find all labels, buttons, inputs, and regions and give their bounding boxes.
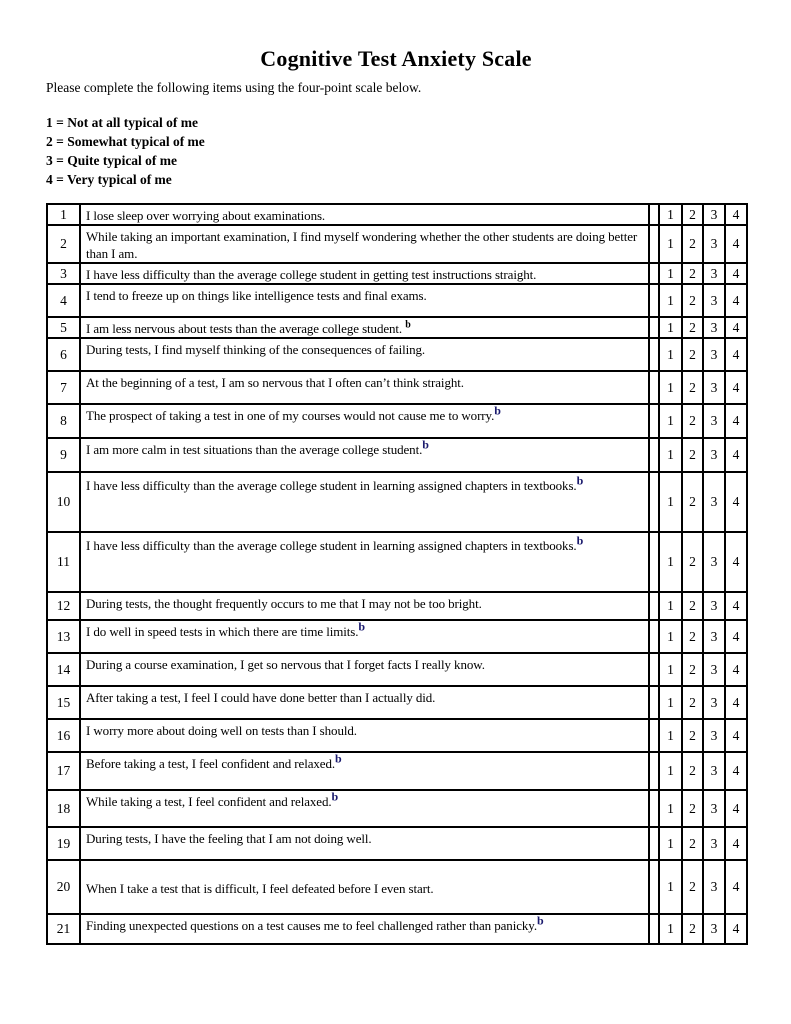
spacer-cell bbox=[649, 719, 659, 752]
rating-option-2[interactable]: 2 bbox=[682, 653, 703, 686]
rating-option-1[interactable]: 1 bbox=[659, 472, 682, 532]
rating-option-3[interactable]: 3 bbox=[703, 338, 725, 371]
item-statement-text: Finding unexpected questions on a test causes me to feel challenged rather than panicky. bbox=[86, 918, 537, 933]
rating-option-3[interactable]: 3 bbox=[703, 225, 725, 263]
rating-option-4[interactable]: 4 bbox=[725, 532, 747, 592]
rating-option-4[interactable]: 4 bbox=[725, 284, 747, 317]
item-number: 17 bbox=[47, 752, 80, 790]
item-statement bbox=[80, 827, 649, 860]
item-number: 6 bbox=[47, 338, 80, 371]
spacer-cell bbox=[649, 263, 659, 284]
item-statement-text: I lose sleep over worrying about examinations. bbox=[86, 208, 326, 223]
item-statement-text: While taking an important examination, I find myself wondering whether the other students are doing better than I am. bbox=[86, 229, 638, 261]
rating-option-3[interactable]: 3 bbox=[703, 620, 725, 653]
item-number: 10 bbox=[47, 472, 80, 532]
rating-option-3[interactable]: 3 bbox=[703, 914, 725, 944]
spacer-cell bbox=[649, 790, 659, 827]
rating-option-3[interactable]: 3 bbox=[703, 472, 725, 532]
item-number: 8 bbox=[47, 404, 80, 438]
item-number: 12 bbox=[47, 592, 80, 620]
spacer-cell bbox=[649, 620, 659, 653]
spacer-cell bbox=[649, 225, 659, 263]
rating-option-3[interactable]: 3 bbox=[703, 371, 725, 404]
item-row bbox=[47, 719, 747, 752]
rating-option-4[interactable]: 4 bbox=[725, 263, 747, 284]
item-statement bbox=[80, 592, 649, 620]
rating-option-2[interactable]: 2 bbox=[682, 827, 703, 860]
rating-option-3[interactable]: 3 bbox=[703, 719, 725, 752]
item-number: 9 bbox=[47, 438, 80, 472]
spacer-cell bbox=[649, 284, 659, 317]
rating-option-3[interactable]: 3 bbox=[703, 592, 725, 620]
rating-option-4[interactable]: 4 bbox=[725, 752, 747, 790]
spacer-cell bbox=[649, 338, 659, 371]
item-statement-text: I have less difficulty than the average college student in learning assigned chapters in textbooks. bbox=[86, 538, 577, 553]
rating-option-3[interactable]: 3 bbox=[703, 284, 725, 317]
item-row bbox=[47, 860, 747, 914]
item-statement-text: After taking a test, I feel I could have done better than I actually did. bbox=[86, 690, 436, 705]
item-number: 16 bbox=[47, 719, 80, 752]
rating-option-1[interactable]: 1 bbox=[659, 686, 682, 719]
item-statement-text: At the beginning of a test, I am so nervous that I often can’t think straight. bbox=[86, 375, 464, 390]
rating-option-1[interactable]: 1 bbox=[659, 404, 682, 438]
item-statement bbox=[80, 860, 649, 914]
item-statement bbox=[80, 752, 649, 790]
rating-option-4[interactable]: 4 bbox=[725, 686, 747, 719]
item-row bbox=[47, 225, 747, 263]
item-row bbox=[47, 752, 747, 790]
rating-option-1[interactable]: 1 bbox=[659, 827, 682, 860]
item-number: 21 bbox=[47, 914, 80, 944]
rating-option-1[interactable]: 1 bbox=[659, 719, 682, 752]
rating-option-2[interactable]: 2 bbox=[682, 338, 703, 371]
item-row bbox=[47, 317, 747, 338]
item-statement bbox=[80, 686, 649, 719]
item-number: 15 bbox=[47, 686, 80, 719]
item-statement bbox=[80, 790, 649, 827]
footnote-b-marker: b bbox=[358, 620, 365, 634]
item-statement bbox=[80, 404, 649, 438]
rating-option-2[interactable]: 2 bbox=[682, 790, 703, 827]
footnote-b-marker: b bbox=[576, 473, 584, 488]
item-statement-text: I am more calm in test situations than the average college student. bbox=[86, 442, 423, 457]
rating-option-1[interactable]: 1 bbox=[659, 620, 682, 653]
rating-option-2[interactable]: 2 bbox=[682, 284, 703, 317]
rating-option-2[interactable]: 2 bbox=[682, 404, 703, 438]
rating-option-2[interactable]: 2 bbox=[682, 472, 703, 532]
footnote-b-marker: b bbox=[494, 404, 501, 418]
scale-option-3: 3 = Quite typical of me bbox=[46, 153, 178, 168]
item-row bbox=[47, 338, 747, 371]
rating-option-1[interactable]: 1 bbox=[659, 204, 682, 225]
footnote-b-marker: b bbox=[537, 914, 544, 928]
rating-option-1[interactable]: 1 bbox=[659, 532, 682, 592]
rating-option-2[interactable]: 2 bbox=[682, 532, 703, 592]
rating-option-1[interactable]: 1 bbox=[659, 371, 682, 404]
item-statement bbox=[80, 472, 649, 532]
spacer-cell bbox=[649, 752, 659, 790]
spacer-cell bbox=[649, 827, 659, 860]
item-statement-text: I have less difficulty than the average college student in learning assigned chapters in textbooks. bbox=[86, 478, 577, 493]
item-statement bbox=[80, 653, 649, 686]
rating-option-3[interactable]: 3 bbox=[703, 204, 725, 225]
rating-option-4[interactable]: 4 bbox=[725, 438, 747, 472]
item-statement-text: I have less difficulty than the average college student in getting test instructions straight. bbox=[86, 267, 537, 282]
item-statement bbox=[80, 914, 649, 944]
rating-option-4[interactable]: 4 bbox=[725, 204, 747, 225]
item-statement-text: When I take a test that is difficult, I feel defeated before I even start. bbox=[86, 880, 434, 896]
item-row bbox=[47, 653, 747, 686]
rating-option-1[interactable]: 1 bbox=[659, 338, 682, 371]
rating-option-4[interactable]: 4 bbox=[725, 827, 747, 860]
rating-option-3[interactable]: 3 bbox=[703, 404, 725, 438]
spacer-cell bbox=[649, 204, 659, 225]
spacer-cell bbox=[649, 532, 659, 592]
rating-option-1[interactable]: 1 bbox=[659, 860, 682, 914]
rating-option-4[interactable]: 4 bbox=[725, 860, 747, 914]
item-row bbox=[47, 438, 747, 472]
item-statement bbox=[80, 204, 649, 225]
rating-option-1[interactable]: 1 bbox=[659, 592, 682, 620]
rating-option-4[interactable]: 4 bbox=[725, 719, 747, 752]
rating-option-2[interactable]: 2 bbox=[682, 620, 703, 653]
item-statement-text: During tests, I find myself thinking of the consequences of failing. bbox=[86, 342, 426, 357]
spacer-cell bbox=[649, 860, 659, 914]
rating-option-2[interactable]: 2 bbox=[682, 719, 703, 752]
rating-option-4[interactable]: 4 bbox=[725, 790, 747, 827]
rating-option-2[interactable]: 2 bbox=[682, 686, 703, 719]
rating-option-1[interactable]: 1 bbox=[659, 284, 682, 317]
item-number: 18 bbox=[47, 790, 80, 827]
item-statement-text: During a course examination, I get so nervous that I forget facts I really know. bbox=[86, 657, 485, 672]
item-row bbox=[47, 827, 747, 860]
items-table-body bbox=[47, 204, 747, 944]
spacer-cell bbox=[649, 592, 659, 620]
rating-option-2[interactable]: 2 bbox=[682, 204, 703, 225]
item-number: 4 bbox=[47, 284, 80, 317]
rating-option-4[interactable]: 4 bbox=[725, 914, 747, 944]
footnote-b-marker: b bbox=[422, 438, 429, 452]
item-statement bbox=[80, 338, 649, 371]
rating-option-2[interactable]: 2 bbox=[682, 317, 703, 338]
rating-option-3[interactable]: 3 bbox=[703, 653, 725, 686]
item-number: 14 bbox=[47, 653, 80, 686]
item-row bbox=[47, 790, 747, 827]
item-row bbox=[47, 371, 747, 404]
item-statement-text: I tend to freeze up on things like intelligence tests and final exams. bbox=[86, 288, 427, 303]
rating-option-1[interactable]: 1 bbox=[659, 752, 682, 790]
rating-option-4[interactable]: 4 bbox=[725, 404, 747, 438]
spacer-cell bbox=[649, 472, 659, 532]
rating-option-3[interactable]: 3 bbox=[703, 860, 725, 914]
rating-option-4[interactable]: 4 bbox=[725, 653, 747, 686]
item-statement bbox=[80, 317, 649, 338]
rating-option-2[interactable]: 2 bbox=[682, 752, 703, 790]
rating-option-1[interactable]: 1 bbox=[659, 790, 682, 827]
page-title: Cognitive Test Anxiety Scale bbox=[260, 46, 532, 71]
spacer-cell bbox=[649, 914, 659, 944]
item-row bbox=[47, 404, 747, 438]
spacer-cell bbox=[649, 438, 659, 472]
spacer-cell bbox=[649, 686, 659, 719]
rating-option-1[interactable]: 1 bbox=[659, 914, 682, 944]
item-row bbox=[47, 532, 747, 592]
item-row bbox=[47, 472, 747, 532]
items-table bbox=[46, 203, 748, 945]
footnote-b-marker: b bbox=[576, 533, 584, 548]
scale-legend bbox=[46, 113, 746, 189]
rating-option-4[interactable]: 4 bbox=[725, 225, 747, 263]
item-statement-text: I do well in speed tests in which there are time limits. bbox=[86, 624, 359, 639]
item-number: 5 bbox=[47, 317, 80, 338]
spacer-cell bbox=[649, 317, 659, 338]
item-statement-text: I worry more about doing well on tests than I should. bbox=[86, 723, 357, 738]
rating-option-2[interactable]: 2 bbox=[682, 371, 703, 404]
item-statement bbox=[80, 371, 649, 404]
item-number: 20 bbox=[47, 860, 80, 914]
spacer-cell bbox=[649, 371, 659, 404]
rating-option-3[interactable]: 3 bbox=[703, 532, 725, 592]
item-statement-text: During tests, the thought frequently occurs to me that I may not be too bright. bbox=[86, 596, 482, 611]
item-statement-text: The prospect of taking a test in one of my courses would not cause me to worry. bbox=[86, 408, 495, 423]
rating-option-1[interactable]: 1 bbox=[659, 653, 682, 686]
rating-option-2[interactable]: 2 bbox=[682, 860, 703, 914]
rating-option-3[interactable]: 3 bbox=[703, 752, 725, 790]
spacer-cell bbox=[649, 404, 659, 438]
item-statement bbox=[80, 620, 649, 653]
instructions-text: Please complete the following items using the four-point scale below. bbox=[46, 80, 422, 95]
footnote-b-marker: b bbox=[405, 319, 411, 331]
item-statement-text: Before taking a test, I feel confident and relaxed. bbox=[86, 756, 336, 771]
scale-option-2: 2 = Somewhat typical of me bbox=[46, 134, 205, 149]
rating-option-3[interactable]: 3 bbox=[703, 827, 725, 860]
item-statement bbox=[80, 284, 649, 317]
rating-option-3[interactable]: 3 bbox=[703, 438, 725, 472]
rating-option-1[interactable]: 1 bbox=[659, 263, 682, 284]
item-row bbox=[47, 263, 747, 284]
rating-option-4[interactable]: 4 bbox=[725, 620, 747, 653]
rating-option-2[interactable]: 2 bbox=[682, 263, 703, 284]
rating-option-2[interactable]: 2 bbox=[682, 592, 703, 620]
rating-option-3[interactable]: 3 bbox=[703, 790, 725, 827]
rating-option-4[interactable]: 4 bbox=[725, 371, 747, 404]
item-number: 3 bbox=[47, 263, 80, 284]
rating-option-2[interactable]: 2 bbox=[682, 914, 703, 944]
item-number: 19 bbox=[47, 827, 80, 860]
rating-option-4[interactable]: 4 bbox=[725, 338, 747, 371]
item-row bbox=[47, 686, 747, 719]
item-statement-text: I am less nervous about tests than the average college student. bbox=[86, 321, 406, 336]
item-statement bbox=[80, 438, 649, 472]
item-statement bbox=[80, 263, 649, 284]
item-row bbox=[47, 620, 747, 653]
rating-option-3[interactable]: 3 bbox=[703, 686, 725, 719]
rating-option-3[interactable]: 3 bbox=[703, 263, 725, 284]
item-row bbox=[47, 592, 747, 620]
rating-option-3[interactable]: 3 bbox=[703, 317, 725, 338]
item-statement-text: While taking a test, I feel confident and relaxed. bbox=[86, 794, 332, 809]
rating-option-4[interactable]: 4 bbox=[725, 472, 747, 532]
item-number: 2 bbox=[47, 225, 80, 263]
footnote-b-marker: b bbox=[331, 790, 339, 804]
rating-option-2[interactable]: 2 bbox=[682, 225, 703, 263]
item-number: 11 bbox=[47, 532, 80, 592]
item-number: 1 bbox=[47, 204, 80, 225]
item-row bbox=[47, 204, 747, 225]
item-statement bbox=[80, 719, 649, 752]
rating-option-2[interactable]: 2 bbox=[682, 438, 703, 472]
scale-option-4: 4 = Very typical of me bbox=[46, 172, 172, 187]
rating-option-1[interactable]: 1 bbox=[659, 225, 682, 263]
footnote-b-marker: b bbox=[335, 752, 342, 766]
item-statement-text: During tests, I have the feeling that I am not doing well. bbox=[86, 831, 372, 846]
spacer-cell bbox=[649, 653, 659, 686]
rating-option-1[interactable]: 1 bbox=[659, 438, 682, 472]
item-row bbox=[47, 284, 747, 317]
rating-option-4[interactable]: 4 bbox=[725, 317, 747, 338]
rating-option-4[interactable]: 4 bbox=[725, 592, 747, 620]
scale-option-1: 1 = Not at all typical of me bbox=[46, 115, 199, 130]
item-statement bbox=[80, 225, 649, 263]
item-row bbox=[47, 914, 747, 944]
item-number: 13 bbox=[47, 620, 80, 653]
rating-option-1[interactable]: 1 bbox=[659, 317, 682, 338]
item-statement bbox=[80, 532, 649, 592]
item-number: 7 bbox=[47, 371, 80, 404]
